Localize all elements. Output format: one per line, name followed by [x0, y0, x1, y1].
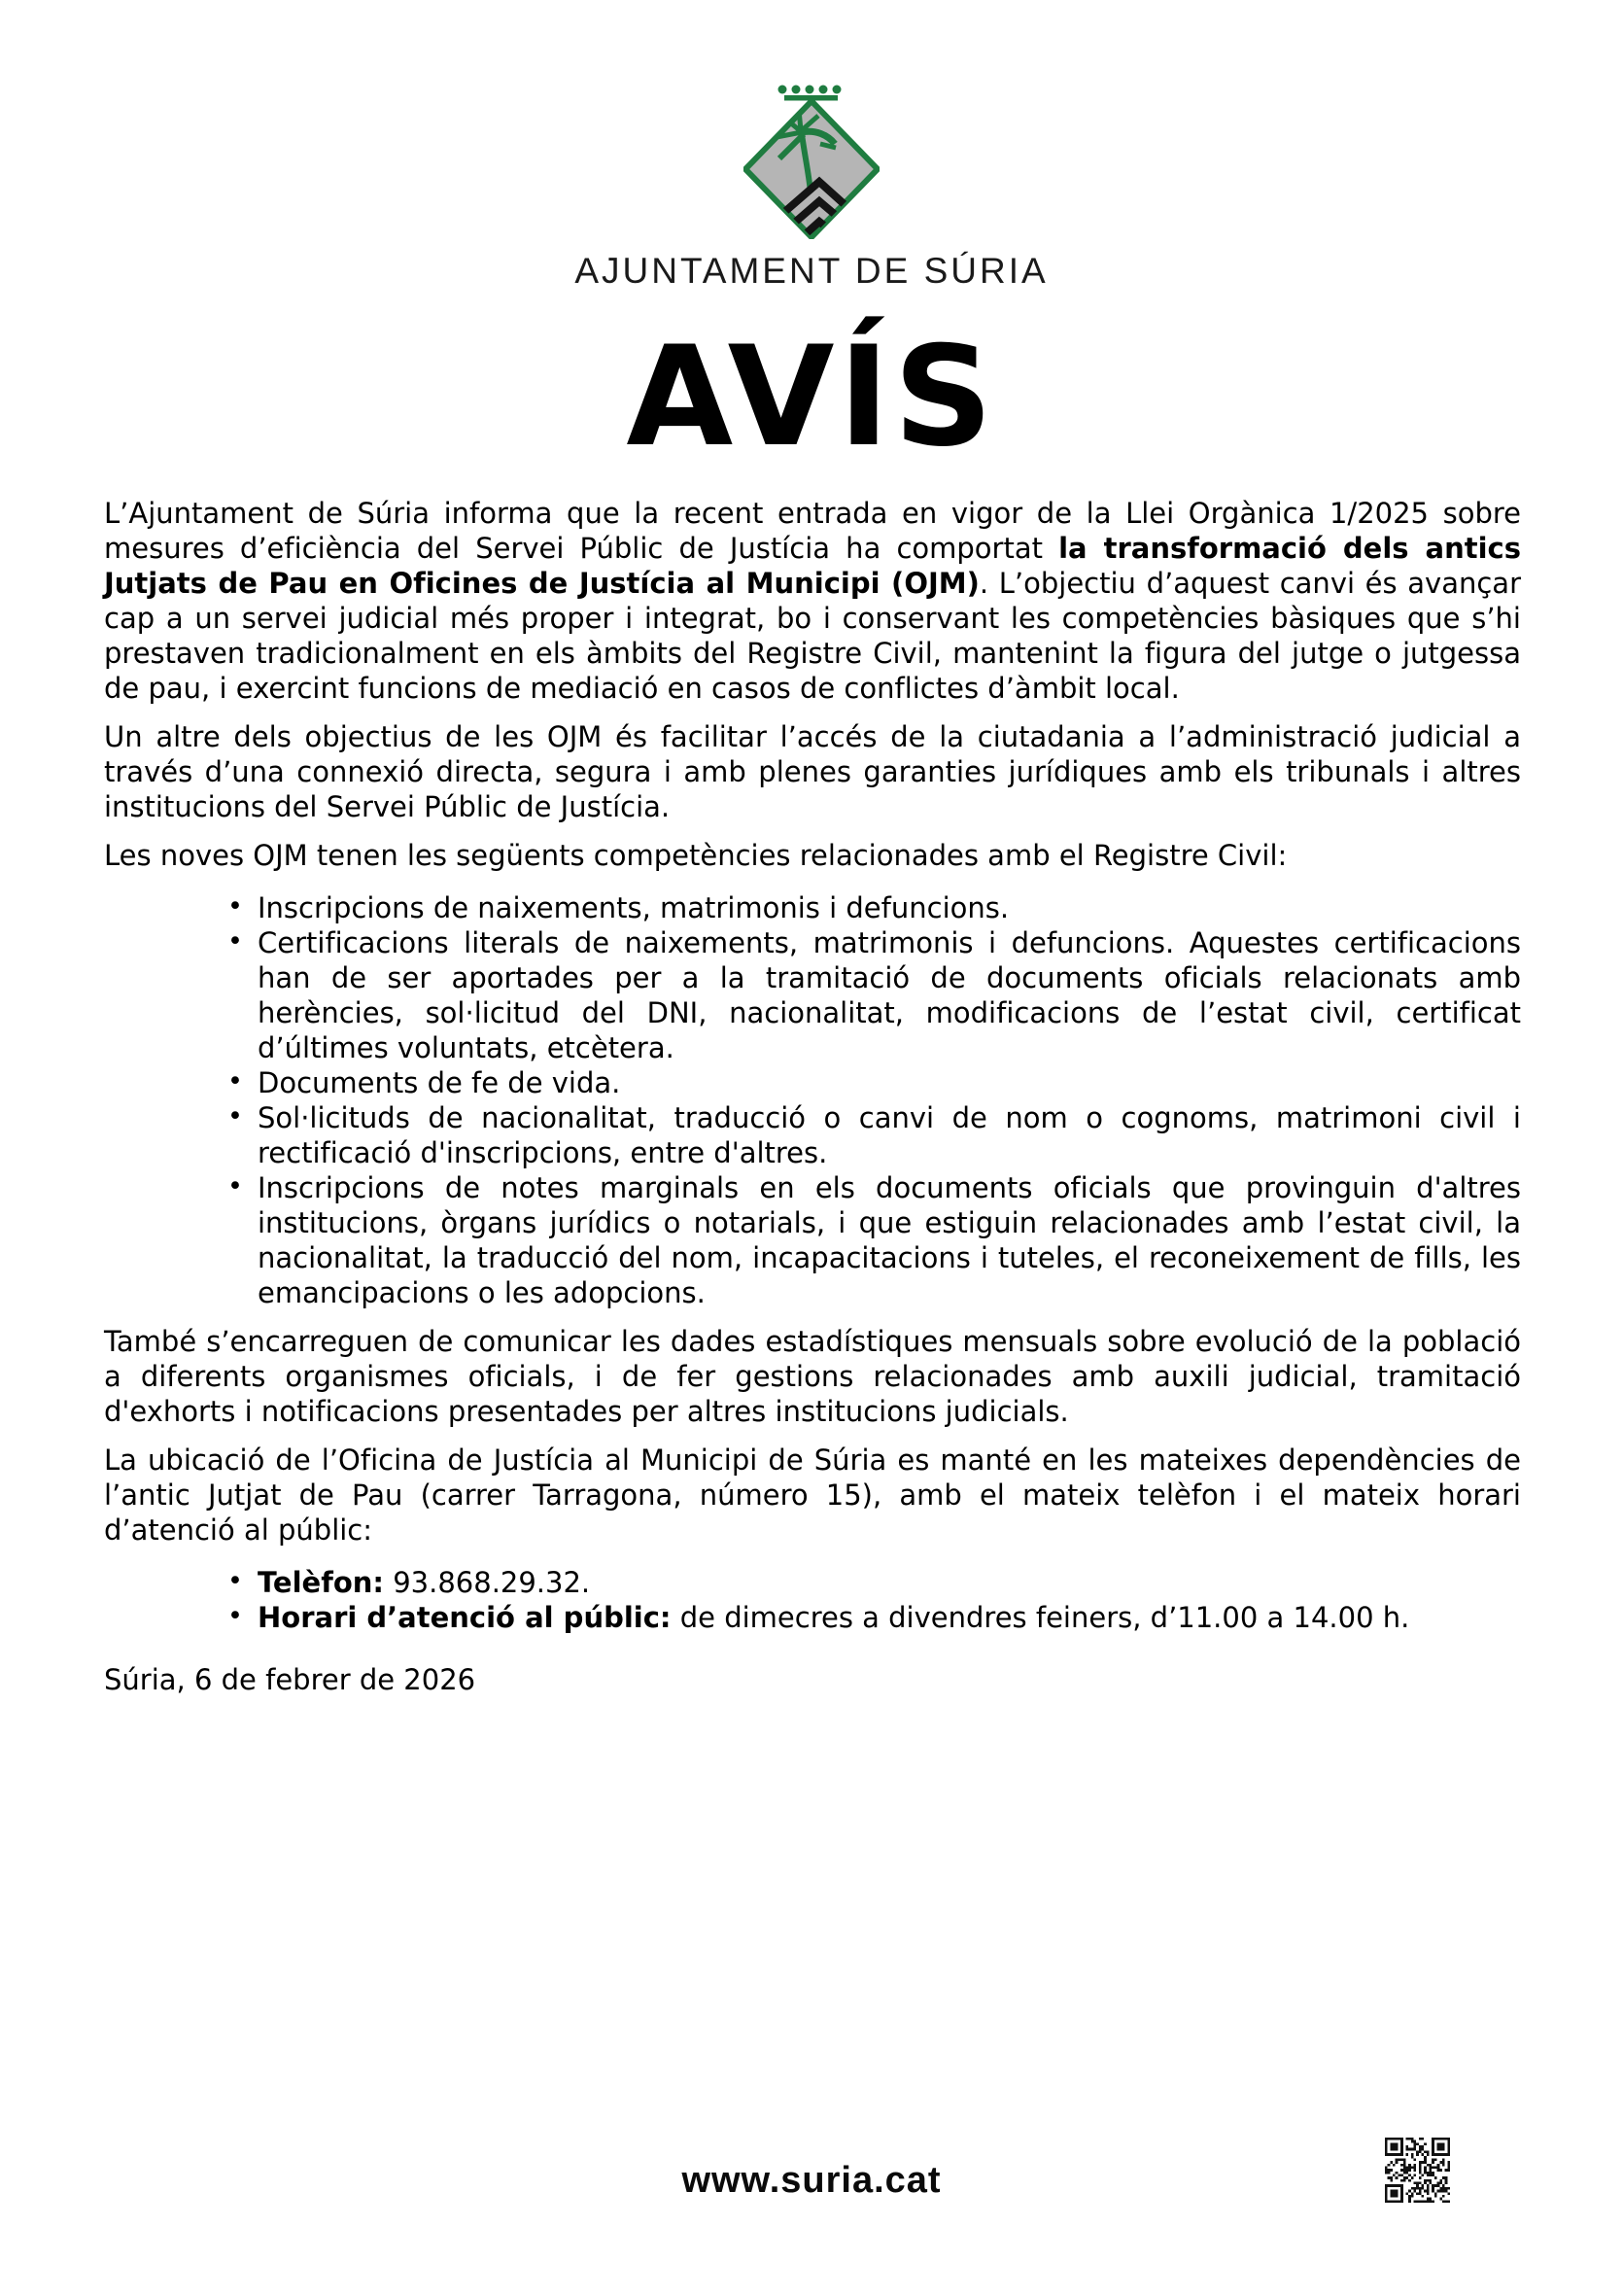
text: L’Ajuntament de Súria informa que la recent entrada en vigor de la Llei Orgànica 1/2025 sobre mesures d’eficiència del Servei Públic de Justícia ha comportat	[104, 497, 1521, 565]
bold-text: Horari d’atenció al públic:	[258, 1601, 672, 1634]
text: Les noves OJM tenen les següents competències relacionades amb el Registre Civil:	[104, 839, 1288, 872]
text: Sol·licituds de nacionalitat, traducció o canvi de nom o cognoms, matrimoni civil i rectificació d'inscripcions, entre d'altres.	[258, 1101, 1521, 1169]
crown-dots	[778, 86, 842, 101]
bullet-icon: •	[227, 891, 243, 922]
text: La ubicació de l’Oficina de Justícia al Municipi de Súria es manté en les mateixes dependències de l’antic Jutjat de Pau (carrer Tarragona, número 15), amb el mateix telèfon i el mateix horari d’atenció al públic:	[104, 1444, 1521, 1547]
text: . L’objectiu d’aquest canvi és avançar cap a un servei judicial més proper i integrat, bo i conservant les competències bàsiques que s’hi prestaven tradicionalment en els àmbits del Registre Civil, mantenint la figura del jutge o jutgessa de pau, i exercint funcions de mediació en casos de conflictes d’àmbit local.	[104, 567, 1521, 705]
bullet-icon: •	[227, 1066, 243, 1096]
paragraph	[104, 1324, 1521, 1429]
bullet-icon: •	[227, 926, 243, 957]
bullet-list	[104, 890, 1521, 1310]
bullet-icon: •	[227, 1101, 243, 1131]
paragraph	[104, 838, 1521, 873]
text: de dimecres a divendres feiners, d’11.00 a 14.00 h.	[671, 1601, 1410, 1634]
list-item	[218, 1100, 1521, 1170]
text: Documents de fe de vida.	[258, 1066, 621, 1099]
website-text: www.suria.cat	[681, 2160, 942, 2201]
qr-code-icon	[1385, 2138, 1450, 2203]
text: Certificacions literals de naixements, matrimonis i defuncions. Aquestes certificacions han de ser aportades per a la tramitació de documents oficials relacionats amb herències, sol·licitud del DNI, nacionalitat, modificacions de l’estat civil, certificat d’últimes voluntats, etcètera.	[258, 926, 1521, 1064]
list-item	[218, 925, 1521, 1065]
org-name: AJUNTAMENT DE SÚRIA	[574, 251, 1049, 291]
bold-text: la transformació dels antics Jutjats de Pau en Oficines de Justícia al Municipi (OJM)	[104, 532, 1521, 600]
bullet-list	[104, 1565, 1521, 1635]
text: Un altre dels objectius de les OJM és facilitar l’accés de la ciutadania a l’administració judicial a través d’una connexió directa, segura i amb plenes garanties jurídiques amb els tribunals i altres institucions del Servei Públic de Justícia.	[104, 720, 1521, 823]
list-item	[218, 1600, 1521, 1635]
paragraph	[104, 496, 1521, 706]
suria-coat-of-arms-icon	[743, 84, 880, 239]
paragraph	[104, 719, 1521, 824]
paragraph	[104, 1443, 1521, 1548]
bullet-icon: •	[227, 1601, 243, 1631]
text: 93.868.29.32.	[384, 1566, 591, 1599]
text: Inscripcions de naixements, matrimonis i defuncions.	[258, 891, 1010, 924]
bullet-icon: •	[227, 1171, 243, 1201]
list-item	[218, 890, 1521, 925]
page-title: AVÍS	[626, 317, 997, 477]
list-item	[218, 1565, 1521, 1600]
text: També s’encarreguen de comunicar les dades estadístiques mensuals sobre evolució de la població a diferents organismes oficials, i de fer gestions relacionades amb auxili judicial, tramitació d'exhorts i notificacions presentades per altres institucions judicials.	[104, 1325, 1521, 1428]
document-header	[0, 0, 1623, 477]
document-body	[104, 496, 1521, 1635]
list-item	[218, 1065, 1521, 1100]
bullet-icon: •	[227, 1566, 243, 1596]
text: Inscripcions de notes marginals en els documents oficials que provinguin d'altres institucions, òrgans jurídics o notarials, i que estiguin relacionades amb l’estat civil, la nacionalitat, la traducció del nom, incapacitacions i tuteles, el reconeixement de fills, les emancipacions o les adopcions.	[258, 1171, 1521, 1309]
bold-text: Telèfon:	[258, 1566, 384, 1599]
date-line: Súria, 6 de febrer de 2026	[104, 1663, 476, 1696]
list-item	[218, 1170, 1521, 1310]
